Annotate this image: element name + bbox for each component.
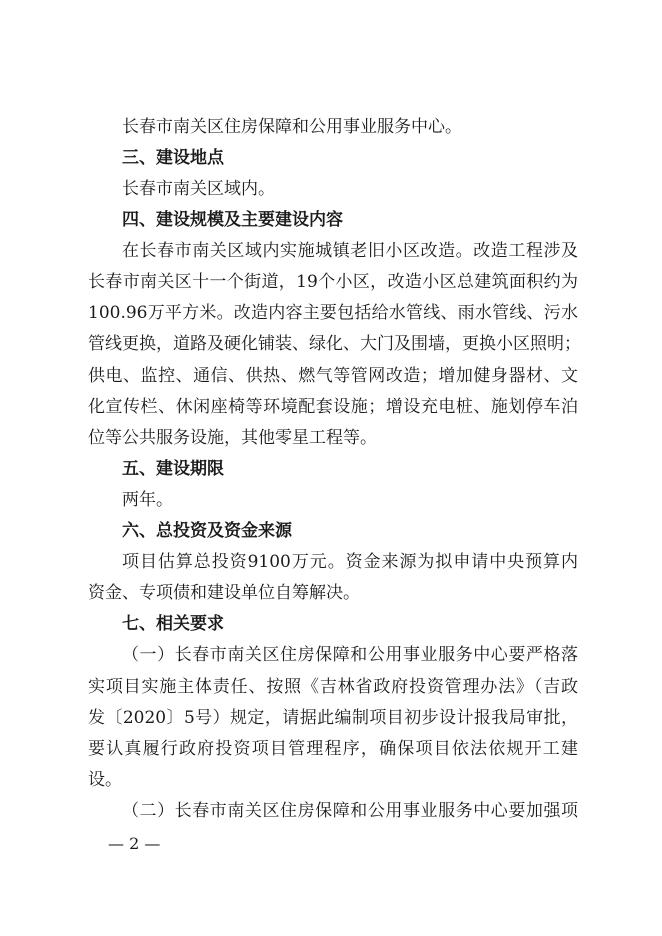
paragraph-line: 长春市南关区域内。 [122, 179, 275, 199]
paragraph-line: 要认真履行政府投资项目管理程序，确保项目依法依规开工建 [88, 739, 578, 759]
section-heading: 三、建设地点 [122, 148, 224, 168]
section-heading: 五、建设期限 [122, 459, 224, 479]
paragraph-line: 管线更换，道路及硬化铺装、绿化、大门及围墙，更换小区照明； [88, 334, 581, 354]
paragraph-line: 实项目实施主体责任、按照《吉林省政府投资管理办法》（吉政 [88, 677, 578, 697]
paragraph-line: 100.96万平方米。改造内容主要包括给水管线、雨水管线、污水 [88, 303, 578, 323]
paragraph-line: 设。 [88, 770, 122, 790]
paragraph-line: 两年。 [122, 490, 173, 510]
paragraph-line: （一）长春市南关区住房保障和公用事业服务中心要严格落 [122, 645, 578, 665]
paragraph-line: 发〔2020〕5号）规定，请据此编制项目初步设计报我局审批， [88, 708, 578, 728]
paragraph-line: 化宣传栏、休闲座椅等环境配套设施；增设充电桩、施划停车泊 [88, 397, 578, 417]
page-number: — 2 — [108, 834, 161, 853]
paragraph-line: 供电、监控、通信、供热、燃气等管网改造；增加健身器材、文 [88, 366, 578, 386]
paragraph-line: 位等公共服务设施，其他零星工程等。 [88, 428, 377, 448]
paragraph-line: 项目估算总投资9100万元。资金来源为拟申请中央预算内 [122, 552, 578, 572]
section-heading: 七、相关要求 [122, 614, 224, 634]
paragraph-line: 在长春市南关区域内实施城镇老旧小区改造。改造工程涉及 [122, 241, 578, 261]
paragraph-line: 资金、专项债和建设单位自筹解决。 [88, 583, 360, 603]
section-heading: 四、建设规模及主要建设内容 [122, 210, 343, 230]
paragraph-line: 长春市南关区十一个街道，19个小区，改造小区总建筑面积约为 [88, 272, 578, 292]
paragraph-line: 长春市南关区住房保障和公用事业服务中心。 [122, 117, 462, 137]
section-heading: 六、总投资及资金来源 [122, 521, 292, 541]
paragraph-line: （二）长春市南关区住房保障和公用事业服务中心要加强项 [122, 801, 578, 821]
